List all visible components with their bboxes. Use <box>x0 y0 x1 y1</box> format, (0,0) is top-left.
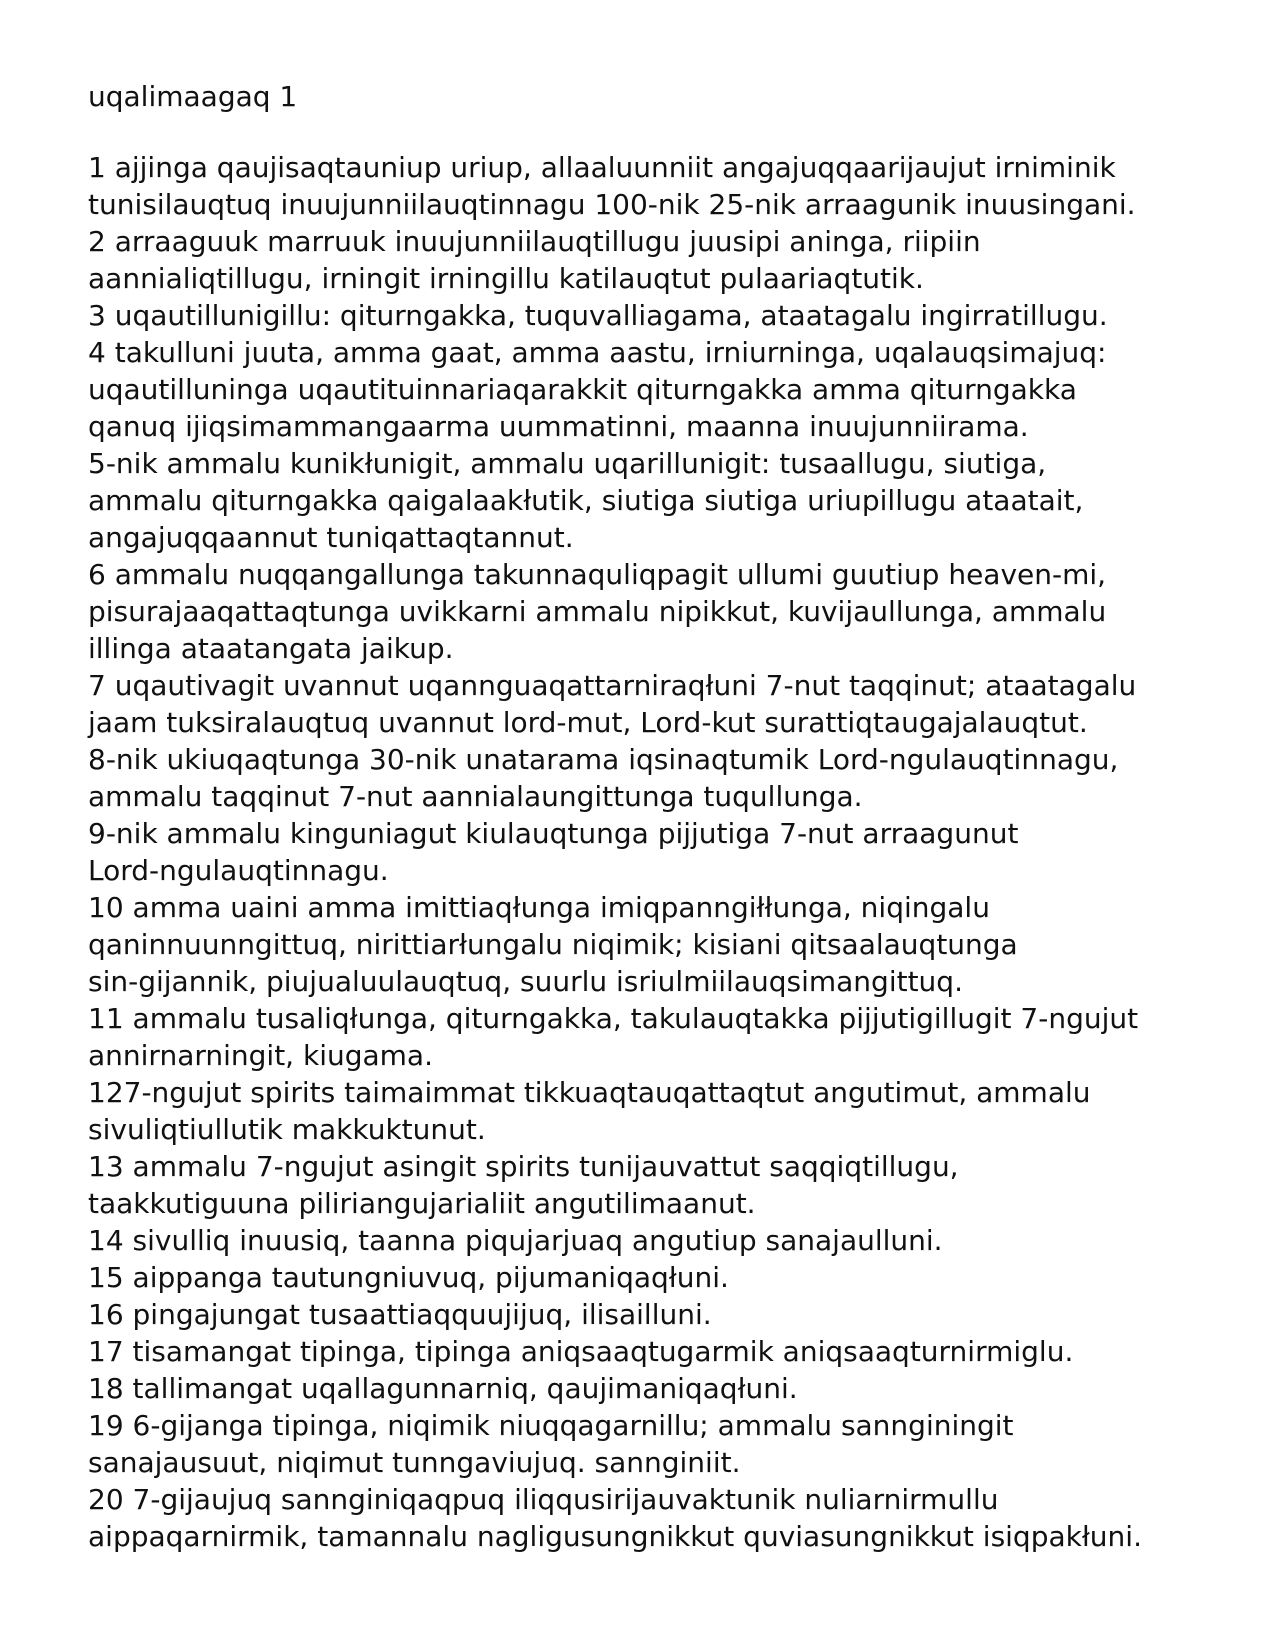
verse-line: 1 ajjinga qaujisaqtauniup uriup, allaaluunniit angajuqqaarijaujut irniminik <box>88 151 1116 184</box>
verse-line: 20 7-gijaujuq sannginiqaqpuq iliqqusirijauvaktunik nuliarnirmullu <box>88 1483 999 1516</box>
verse-item <box>88 1000 1268 1074</box>
document-title: uqalimaagaq 1 <box>88 80 298 113</box>
verse-line: qanuq ijiqsimammangaarma uummatinni, maanna inuujunniirama. <box>88 410 1029 443</box>
verse-line: 15 aippanga tautungniuvuq, pijumaniqaqłuni. <box>88 1261 729 1294</box>
verse-line: 14 sivulliq inuusiq, taanna piqujarjuaq angutiup sanajaulluni. <box>88 1224 943 1257</box>
verse-item <box>88 1407 1268 1481</box>
document-page <box>88 78 1268 1555</box>
verse-item <box>88 223 1268 297</box>
verse-item <box>88 1296 1268 1333</box>
verse-line: 127-ngujut spirits taimaimmat tikkuaqtauqattaqtut angutimut, ammalu <box>88 1076 1091 1109</box>
verse-item <box>88 445 1268 556</box>
verse-line: jaam tuksiralauqtuq uvannut lord-mut, Lord-kut surattiqtaugajalauqtut. <box>88 706 1088 739</box>
verse-item <box>88 1148 1268 1222</box>
verse-line: aippaqarnirmik, tamannalu nagligusungnikkut quviasungnikkut isiqpakłuni. <box>88 1520 1142 1553</box>
verse-item <box>88 297 1268 334</box>
verse-line: illinga ataatangata jaikup. <box>88 632 454 665</box>
verse-line: angajuqqaannut tuniqattaqtannut. <box>88 521 574 554</box>
verse-item <box>88 556 1268 667</box>
verse-line: annirnarningit, kiugama. <box>88 1039 433 1072</box>
verse-item <box>88 667 1268 741</box>
verse-item <box>88 741 1268 815</box>
verse-line: qaninnuunngittuq, nirittiarłungalu niqimik; kisiani qitsaalauqtunga <box>88 928 1018 961</box>
verse-item <box>88 149 1268 223</box>
verse-item <box>88 1074 1268 1148</box>
verse-line: 19 6-gijanga tipinga, niqimik niuqqagarnillu; ammalu sannginingit <box>88 1409 1014 1442</box>
verse-item <box>88 815 1268 889</box>
verse-line: 4 takulluni juuta, amma gaat, amma aastu, irniurninga, uqalauqsimajuq: <box>88 336 1107 369</box>
verse-line: ammalu qiturngakka qaigalaakłutik, siutiga siutiga uriupillugu ataatait, <box>88 484 1084 517</box>
verse-item <box>88 1333 1268 1370</box>
verse-line: aannialiqtillugu, irningit irningillu katilauqtut pulaariaqtutik. <box>88 262 924 295</box>
verse-line: 2 arraaguuk marruuk inuujunniilauqtillugu juusipi aninga, riipiin <box>88 225 981 258</box>
verse-item <box>88 889 1268 1000</box>
verse-line: 9-nik ammalu kinguniagut kiulauqtunga pijjutiga 7-nut arraagunut <box>88 817 1019 850</box>
verse-item <box>88 1259 1268 1296</box>
verse-item <box>88 1222 1268 1259</box>
verse-line: 3 uqautillunigillu: qiturngakka, tuquvalliagama, ataatagalu ingirratillugu. <box>88 299 1108 332</box>
verse-line: 16 pingajungat tusaattiaqquujijuq, ilisailluni. <box>88 1298 712 1331</box>
verse-line: uqautilluninga uqautituinnariaqarakkit qiturngakka amma qiturngakka <box>88 373 1077 406</box>
verse-line: 6 ammalu nuqqangallunga takunnaquliqpagit ullumi guutiup heaven-mi, <box>88 558 1107 591</box>
verse-line: 5-nik ammalu kunikłunigit, ammalu uqarillunigit: tusaallugu, siutiga, <box>88 447 1047 480</box>
verse-line: 10 amma uaini amma imittiaqłunga imiqpanngiłłunga, niqingalu <box>88 891 990 924</box>
verse-item <box>88 1481 1268 1555</box>
verse-line: 11 ammalu tusaliqłunga, qiturngakka, takulauqtakka pijjutigillugit 7-ngujut <box>88 1002 1139 1035</box>
verse-line: tunisilauqtuq inuujunniilauqtinnagu 100-nik 25-nik arraagunik inuusingani. <box>88 188 1136 221</box>
verse-line: sin-gijannik, piujualuulauqtuq, suurlu isriulmiilauqsimangittuq. <box>88 965 963 998</box>
verse-line: 8-nik ukiuqaqtunga 30-nik unatarama iqsinaqtumik Lord-ngulauqtinnagu, <box>88 743 1119 776</box>
verse-list <box>88 149 1268 1555</box>
verse-item <box>88 1370 1268 1407</box>
verse-line: sivuliqtiullutik makkuktunut. <box>88 1113 486 1146</box>
verse-line: Lord-ngulauqtinnagu. <box>88 854 389 887</box>
verse-item <box>88 334 1268 445</box>
verse-line: 18 tallimangat uqallagunnarniq, qaujimaniqaqłuni. <box>88 1372 798 1405</box>
verse-line: 17 tisamangat tipinga, tipinga aniqsaaqtugarmik aniqsaaqturnirmiglu. <box>88 1335 1074 1368</box>
verse-line: taakkutiguuna piliriangujarialiit angutilimaanut. <box>88 1187 756 1220</box>
verse-line: 13 ammalu 7-ngujut asingit spirits tunijauvattut saqqiqtillugu, <box>88 1150 959 1183</box>
verse-line: ammalu taqqinut 7-nut aannialaungittunga tuqullunga. <box>88 780 863 813</box>
verse-line: sanajausuut, niqimut tunngaviujuq. sannginiit. <box>88 1446 741 1479</box>
verse-line: 7 uqautivagit uvannut uqannguaqattarniraqłuni 7-nut taqqinut; ataatagalu <box>88 669 1137 702</box>
verse-line: pisurajaaqattaqtunga uvikkarni ammalu nipikkut, kuvijaullunga, ammalu <box>88 595 1107 628</box>
